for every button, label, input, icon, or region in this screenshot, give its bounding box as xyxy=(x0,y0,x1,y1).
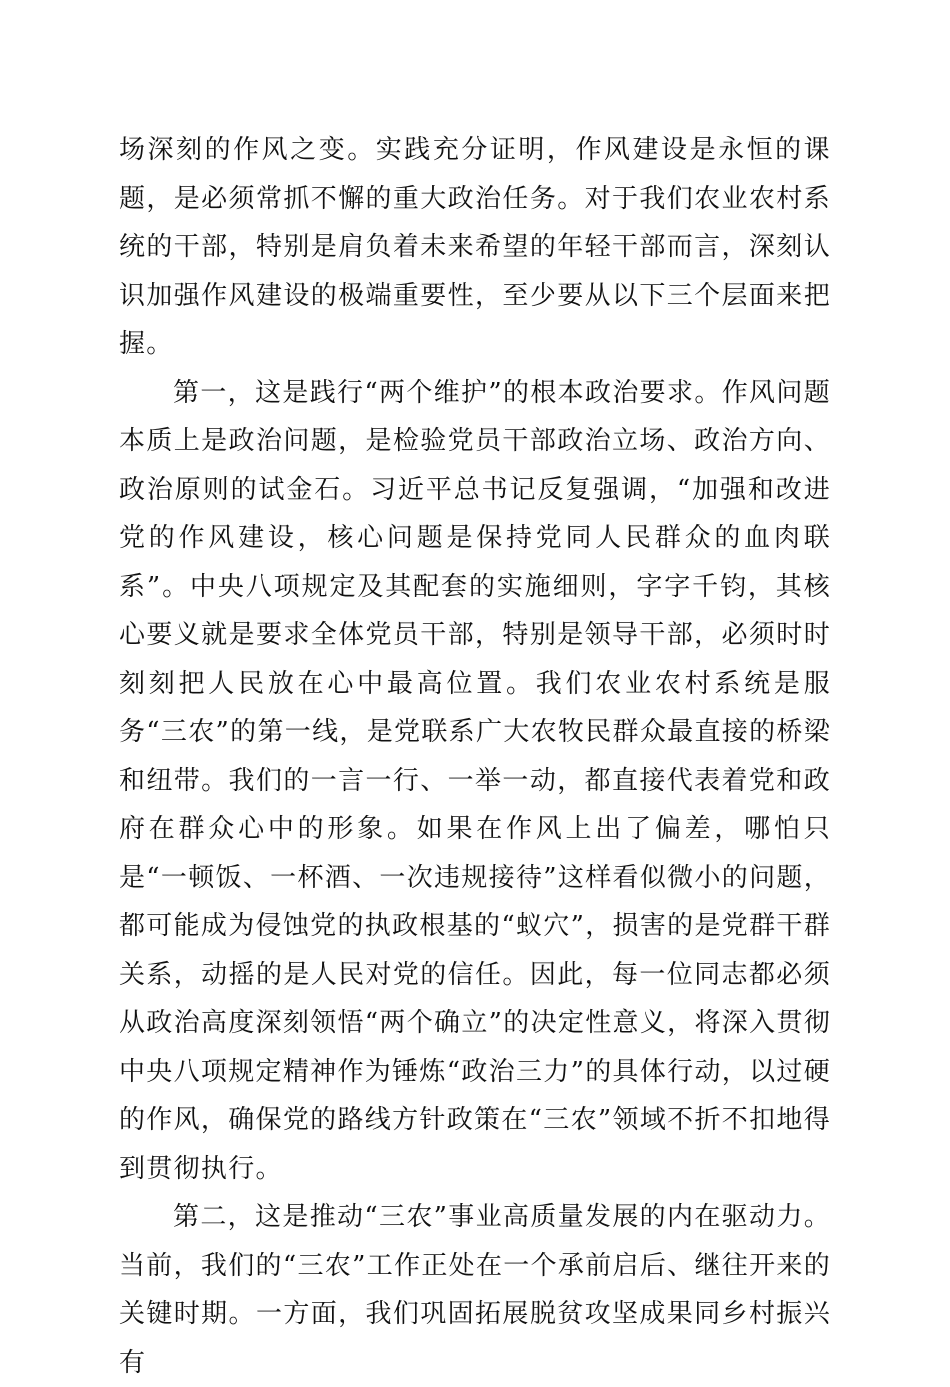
paragraph-lead: 第一，这是践行“两个维护”的根本政治要求。 xyxy=(173,377,722,408)
paragraph-continuation xyxy=(119,126,831,369)
paragraph-first-point xyxy=(119,369,831,1194)
paragraph-second-point xyxy=(119,1193,831,1387)
paragraph-text: 场深刻的作风之变。实践充分证明，作风建设是永恒的课题，是必须常抓不懈的重大政治任务。对于我们农业农村系统的干部，特别是肩负着未来希望的年轻干部而言，深刻认识加强作风建设的极端重要性，至少要从以下三个层面来把握。 xyxy=(119,135,831,359)
paragraph-text: 当前，我们的“三农”工作正处在一个承前启后、继往开来的关键时期。一方面，我们巩固拓展脱贫攻坚成果同乡村振兴有 xyxy=(119,1250,831,1378)
paragraph-text: 作风问题本质上是政治问题，是检验党员干部政治立场、政治方向、政治原则的试金石。习近平总书记反复强调，“加强和改进党的作风建设，核心问题是保持党同人民群众的血肉联系”。中央八项规定及其配套的实施细则，字字千钧，其核心要义就是要求全体党员干部，特别是领导干部，必须时时刻刻把人民放在心中最高位置。我们农业农村系统是服务“三农”的第一线，是党联系广大农牧民群众最直接的桥梁和纽带。我们的一言一行、一举一动，都直接代表着党和政府在群众心中的形象。如果在作风上出了偏差，哪怕只是“一顿饭、一杯酒、一次违规接待”这样看似微小的问题，都可能成为侵蚀党的执政根基的“蚁穴”，损害的是党群干群关系，动摇的是人民对党的信任。因此，每一位同志都必须从政治高度深刻领悟“两个确立”的决定性意义，将深入贯彻中央八项规定精神作为锤炼“政治三力”的具体行动，以过硬的作风，确保党的路线方针政策在“三农”领域不折不扣地得到贯彻执行。 xyxy=(119,377,832,1184)
paragraph-lead: 第二，这是推动“三农”事业高质量发展的内在驱动力。 xyxy=(173,1202,831,1232)
document-body xyxy=(119,126,831,1387)
